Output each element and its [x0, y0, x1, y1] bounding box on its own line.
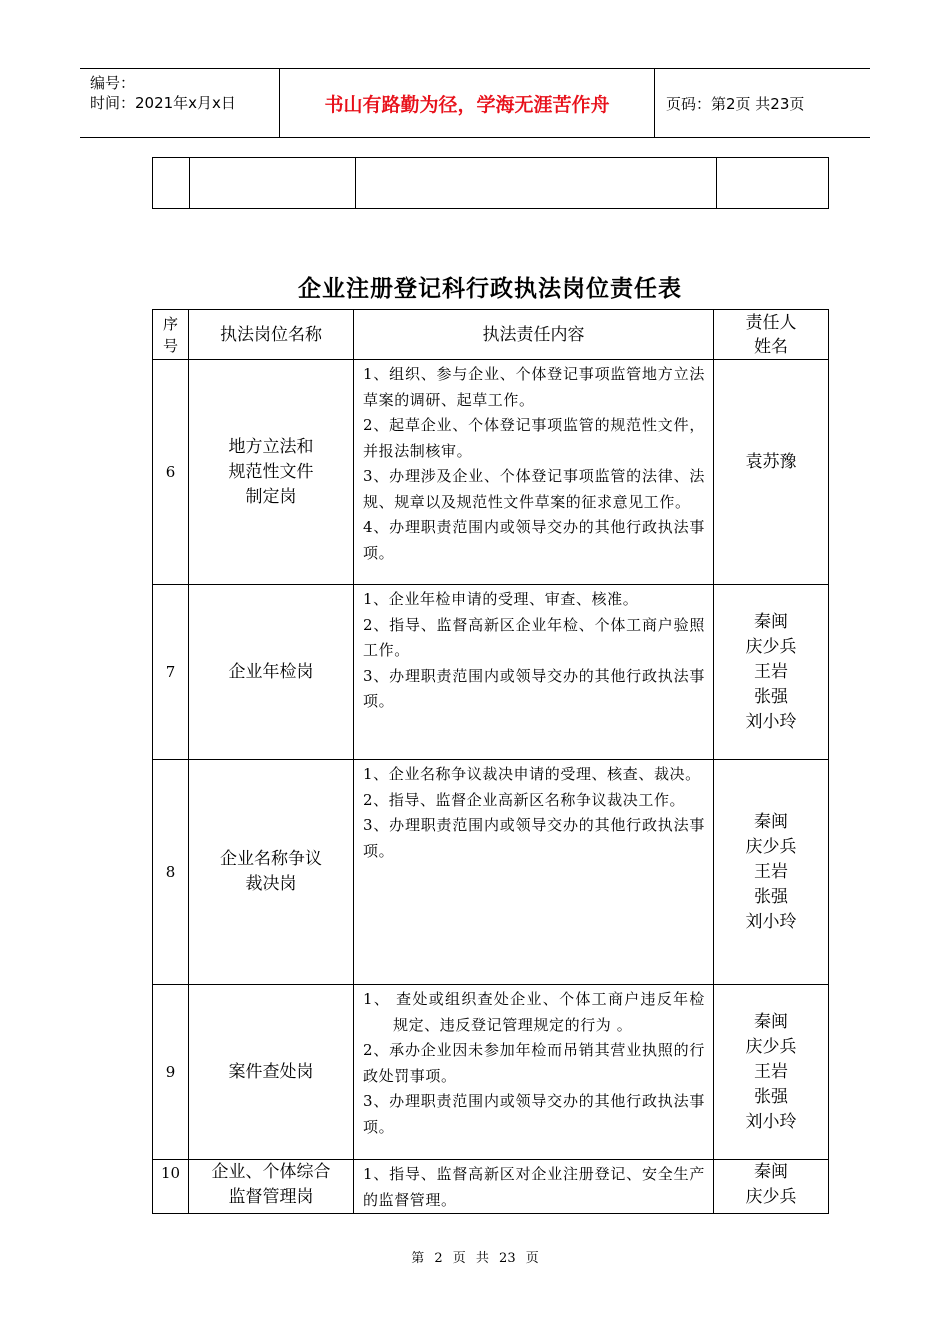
responsible-persons: 秦闽 庆少兵 王岩 张强 刘小玲: [714, 585, 829, 760]
table-header-row: [153, 310, 829, 360]
header-person: 责任人 姓名: [714, 310, 829, 360]
header-motto: 书山有路勤为径，学海无涯苦作舟: [280, 69, 655, 137]
page-header: [80, 68, 870, 138]
post-name: 地方立法和 规范性文件 制定岗: [189, 360, 354, 585]
post-name: 企业名称争议 裁决岗: [189, 760, 354, 985]
row-number: 7: [153, 585, 189, 760]
row-number: 10: [153, 1160, 189, 1214]
header-page-label: 页码：第2页 共23页: [666, 94, 805, 113]
header-post: 执法岗位名称: [189, 310, 354, 360]
duty-content: 1、企业名称争议裁决申请的受理、核查、裁决。 2、指导、监督企业高新区名称争议裁决工作。 3、办理职责范围内或领导交办的其他行政执法事项。: [354, 760, 714, 985]
document-title: 企业注册登记科行政执法岗位责任表: [298, 276, 682, 302]
table-row: [153, 985, 829, 1160]
duty-content: 1、组织、参与企业、个体登记事项监管地方立法草案的调研、起草工作。 2、起草企业、个体登记事项监管的规范性文件，并报法制核审。 3、办理涉及企业、个体登记事项监管的法律、法规、规章以及规范性文件草案的征求意见工作。 4、办理职责范围内或领导交办的其他行政执法事项。: [354, 360, 714, 585]
duty-content: 1、指导、监督高新区对企业注册登记、安全生产的监督管理。: [354, 1160, 714, 1214]
responsible-persons: 秦闽 庆少兵: [714, 1160, 829, 1214]
number-label: 编号：: [90, 74, 136, 92]
page-footer: 第 2 页 共 23 页: [411, 1251, 539, 1266]
responsibility-table: [152, 309, 829, 1214]
table-row: [153, 360, 829, 585]
post-name: 企业、个体综合 监督管理岗: [189, 1160, 354, 1214]
table-row: [153, 1160, 829, 1214]
time-label: 时间：2021年x月x日: [90, 94, 236, 112]
table-row: [153, 760, 829, 985]
duty-content: 1、企业年检申请的受理、审查、核准。 2、指导、监督高新区企业年检、个体工商户验照工作。 3、办理职责范围内或领导交办的其他行政执法事项。: [354, 585, 714, 760]
responsible-persons: 秦闽 庆少兵 王岩 张强 刘小玲: [714, 760, 829, 985]
duty-content: 1、 查处或组织查处企业、个体工商户违反年检规定、违反登记管理规定的行为 。 2、承办企业因未参加年检而吊销其营业执照的行政处罚事项。 3、办理职责范围内或领导交办的其他行政执法事项。: [354, 985, 714, 1160]
previous-table-fragment: [152, 157, 829, 209]
post-name: 企业年检岗: [189, 585, 354, 760]
table-row: [153, 585, 829, 760]
responsible-persons: 袁苏豫: [714, 360, 829, 585]
header-content: 执法责任内容: [354, 310, 714, 360]
row-number: 8: [153, 760, 189, 985]
header-meta: [80, 69, 280, 137]
row-number: 6: [153, 360, 189, 585]
post-name: 案件查处岗: [189, 985, 354, 1160]
responsible-persons: 秦闽 庆少兵 王岩 张强 刘小玲: [714, 985, 829, 1160]
row-number: 9: [153, 985, 189, 1160]
header-no: 序 号: [153, 310, 189, 360]
